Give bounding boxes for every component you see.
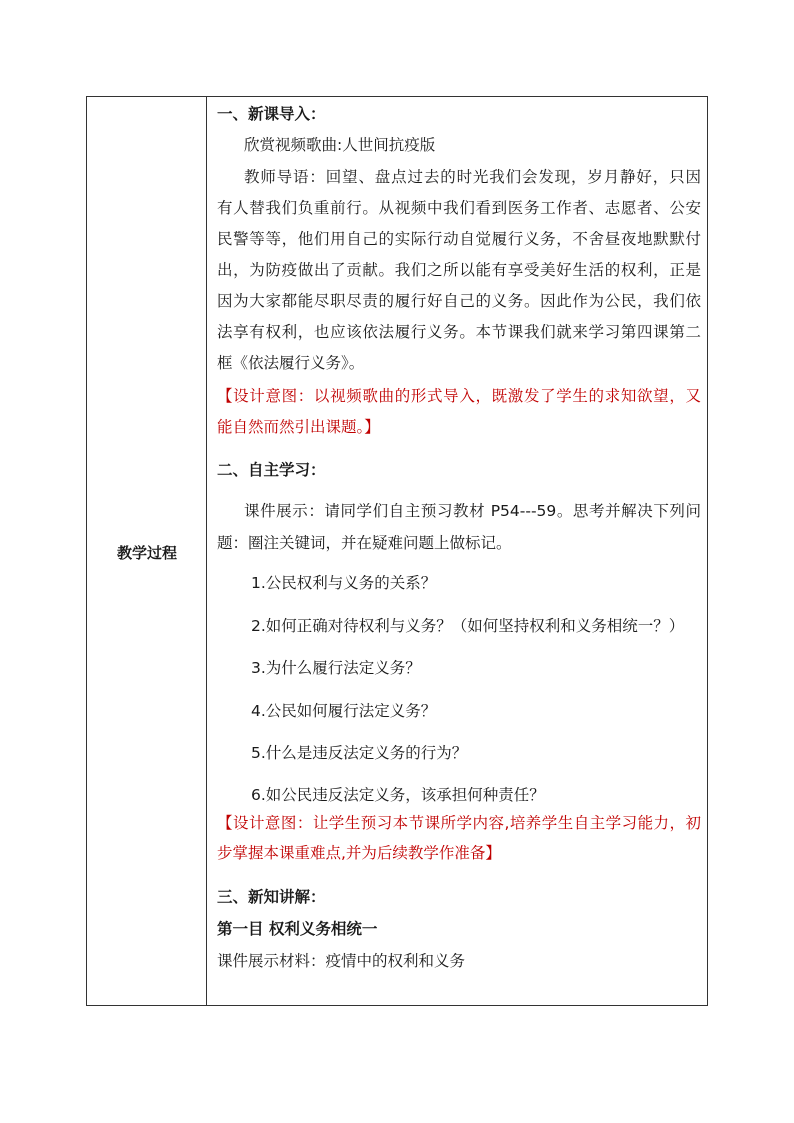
question-item: 1.公民权利与义务的关系？	[251, 574, 437, 592]
question-item: 4.公民如何履行法定义务？	[251, 702, 437, 720]
section3-heading: 三、新知讲解：	[217, 888, 326, 906]
question-item: 2.如何正确对待权利与义务？（如何坚持权利和义务相统一？）	[251, 617, 685, 635]
design-intent: 【设计意图：以视频歌曲的形式导入，既激发了学生的求知欲望，又	[217, 387, 701, 405]
design-intent: 【设计意图：让学生预习本节课所学内容,培养学生自主学习能力，初	[217, 814, 701, 832]
video-line: 欣赏视频歌曲:人世间抗疫版	[244, 136, 436, 154]
question-item: 6.如公民违反法定义务，该承担何种责任？	[251, 786, 545, 804]
intro-line: 框《依法履行义务》。	[217, 354, 365, 372]
design-intent: 步掌握本课重难点,并为后续教学作准备】	[217, 844, 501, 862]
intro-line: 民警等等，他们用自己的实际行动自觉履行义务，不舍昼夜地默默付	[217, 230, 701, 248]
lesson-table	[86, 96, 708, 1006]
question-item: 5.什么是违反法定义务的行为？	[251, 744, 468, 762]
material-line: 课件展示材料：疫情中的权利和义务	[217, 952, 466, 970]
design-intent: 能自然而然引出课题。】	[217, 418, 380, 436]
row-label-cell	[87, 97, 207, 1005]
section1-heading: 一、新课导入：	[217, 105, 326, 123]
content-cell	[208, 97, 707, 1005]
study-line: 题：圈注关键词，并在疑难问题上做标记。	[217, 534, 512, 552]
study-line: 课件展示：请同学们自主预习教材 P54---59。思考并解决下列问	[244, 502, 701, 520]
section2-heading: 二、自主学习：	[217, 461, 326, 479]
intro-line: 法享有权利，也应该依法履行义务。本节课我们就来学习第四课第二	[217, 323, 701, 341]
intro-line: 出，为防疫做出了贡献。我们之所以能有享受美好生活的权利，正是	[217, 261, 701, 279]
intro-line: 教师导语：回望、盘点过去的时光我们会发现，岁月静好，只因	[244, 168, 701, 186]
section3-subheading: 第一目 权利义务相统一	[217, 920, 378, 938]
row-label: 教学过程	[116, 544, 177, 562]
question-item: 3.为什么履行法定义务？	[251, 659, 421, 677]
intro-line: 因为大家都能尽职尽责的履行好自己的义务。因此作为公民，我们依	[217, 292, 701, 310]
intro-line: 有人替我们负重前行。从视频中我们看到医务工作者、志愿者、公安	[217, 199, 701, 217]
